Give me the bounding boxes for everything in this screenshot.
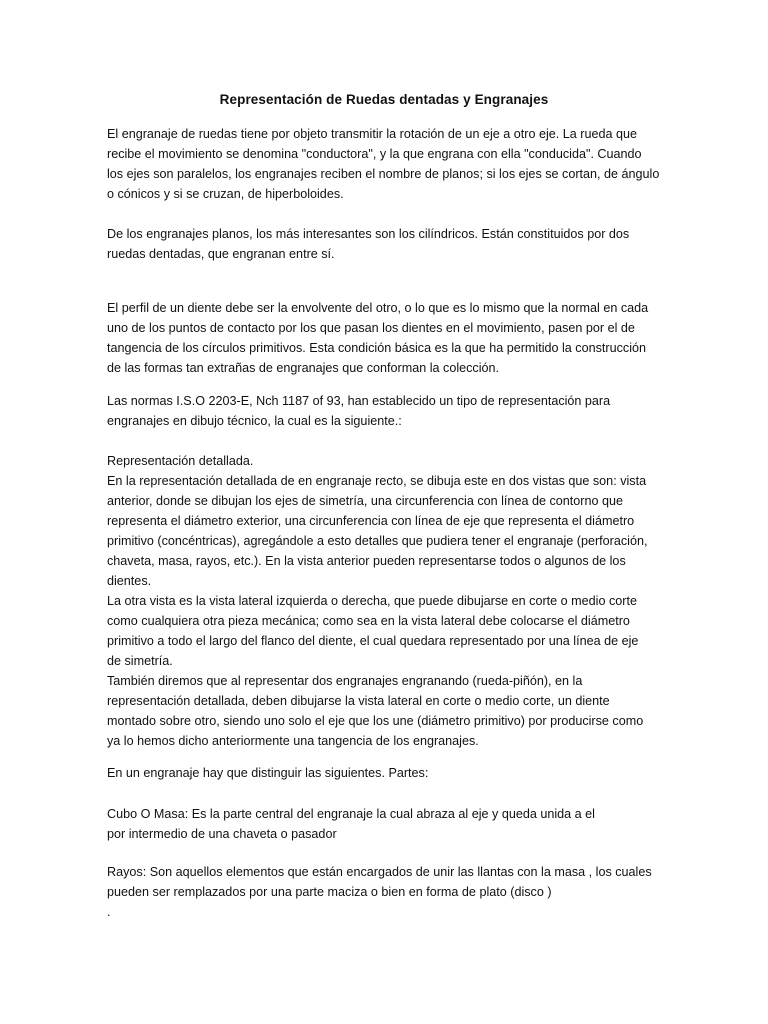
text-line: pueden ser remplazados por una parte maciza o bien en forma de plato (disco ) [107, 885, 552, 899]
text-line: de las formas tan extrañas de engranajes que conforman la colección. [107, 361, 500, 375]
text-line: Cubo O Masa: Es la parte central del engranaje la cual abraza al eje y queda unida a el [107, 807, 595, 821]
text-line: primitivo a todo el largo del flanco del diente, el cual quedara representado por una línea de eje [107, 634, 639, 648]
section-heading: Representación detallada. [107, 454, 254, 468]
text-line: engranajes en dibujo técnico, la cual es la siguiente.: [107, 414, 402, 428]
text-line: por intermedio de una chaveta o pasador [107, 827, 337, 841]
document-title: Representación de Ruedas dentadas y Engranajes [219, 92, 549, 107]
text-line: chaveta, masa, rayos, etc.). En la vista anterior pueden representarse todos o algunos de los [107, 554, 626, 568]
text-line: como cualquiera otra pieza mecánica; como sea en la vista lateral debe colocarse el diámetro [107, 614, 630, 628]
text-line: Rayos: Son aquellos elementos que están encargados de unir las llantas con la masa , los cuales [107, 865, 652, 879]
text-line: tangencia de los círculos primitivos. Esta condición básica es la que ha permitido la construcción [107, 341, 647, 355]
text-line: uno de los puntos de contacto por los que pasan los dientes en el movimiento, pasen por el de [107, 321, 635, 335]
text-line: ya lo hemos dicho anteriormente una tangencia de los engranajes. [107, 734, 479, 748]
text-line: recibe el movimiento se denomina "conductora", y la que engrana con ella "conducida". Cuando [107, 147, 642, 161]
paragraph-intro [107, 124, 667, 204]
text-line: El engranaje de ruedas tiene por objeto transmitir la rotación de un eje a otro eje. La rueda que [107, 127, 637, 141]
text-line: anterior, donde se dibujan los ejes de simetría, una circunferencia con línea de contorno que [107, 494, 623, 508]
text-line: De los engranajes planos, los más interesantes son los cilíndricos. Están constituidos por dos [107, 227, 630, 241]
paragraph-planos [107, 224, 667, 264]
paragraph-representacion-detallada [107, 451, 667, 751]
text-line: ruedas dentadas, que engranan entre sí. [107, 247, 335, 261]
text-line: de simetría. [107, 654, 173, 668]
paragraph-normas [107, 391, 667, 431]
text-line: dientes. [107, 574, 152, 588]
text-line: primitivo (concéntricas), agregándole a esto detalles que pudiera tener el engranaje (perforación, [107, 534, 648, 548]
text-line: o cónicos y si se cruzan, de hiperboloides. [107, 187, 344, 201]
text-line: . [107, 905, 111, 919]
text-line: montado sobre otro, siendo uno solo el eje que los une (diámetro primitivo) por producirse como [107, 714, 644, 728]
paragraph-cubo-masa [107, 804, 667, 844]
paragraph-rayos [107, 862, 667, 922]
paragraph-partes [107, 763, 667, 783]
text-line: En la representación detallada de en engranaje recto, se dibuja este en dos vistas que son: vista [107, 474, 647, 488]
paragraph-perfil [107, 298, 667, 378]
text-line: representación detallada, deben dibujarse la vista lateral en corte o medio corte, un diente [107, 694, 610, 708]
text-line: La otra vista es la vista lateral izquierda o derecha, que puede dibujarse en corte o medio corte [107, 594, 637, 608]
text-line: los ejes son paralelos, los engranajes reciben el nombre de planos; si los ejes se cortan, de ángulo [107, 167, 660, 181]
text-line: representa el diámetro exterior, una circunferencia con línea de eje que representa el diámetro [107, 514, 635, 528]
text-line: En un engranaje hay que distinguir las siguientes. Partes: [107, 766, 429, 780]
text-line: El perfil de un diente debe ser la envolvente del otro, o lo que es lo mismo que la normal en cada [107, 301, 649, 315]
text-line: También diremos que al representar dos engranajes engranando (rueda-piñón), en la [107, 674, 583, 688]
text-line: Las normas I.S.O 2203-E, Nch 1187 of 93, han establecido un tipo de representación para [107, 394, 611, 408]
